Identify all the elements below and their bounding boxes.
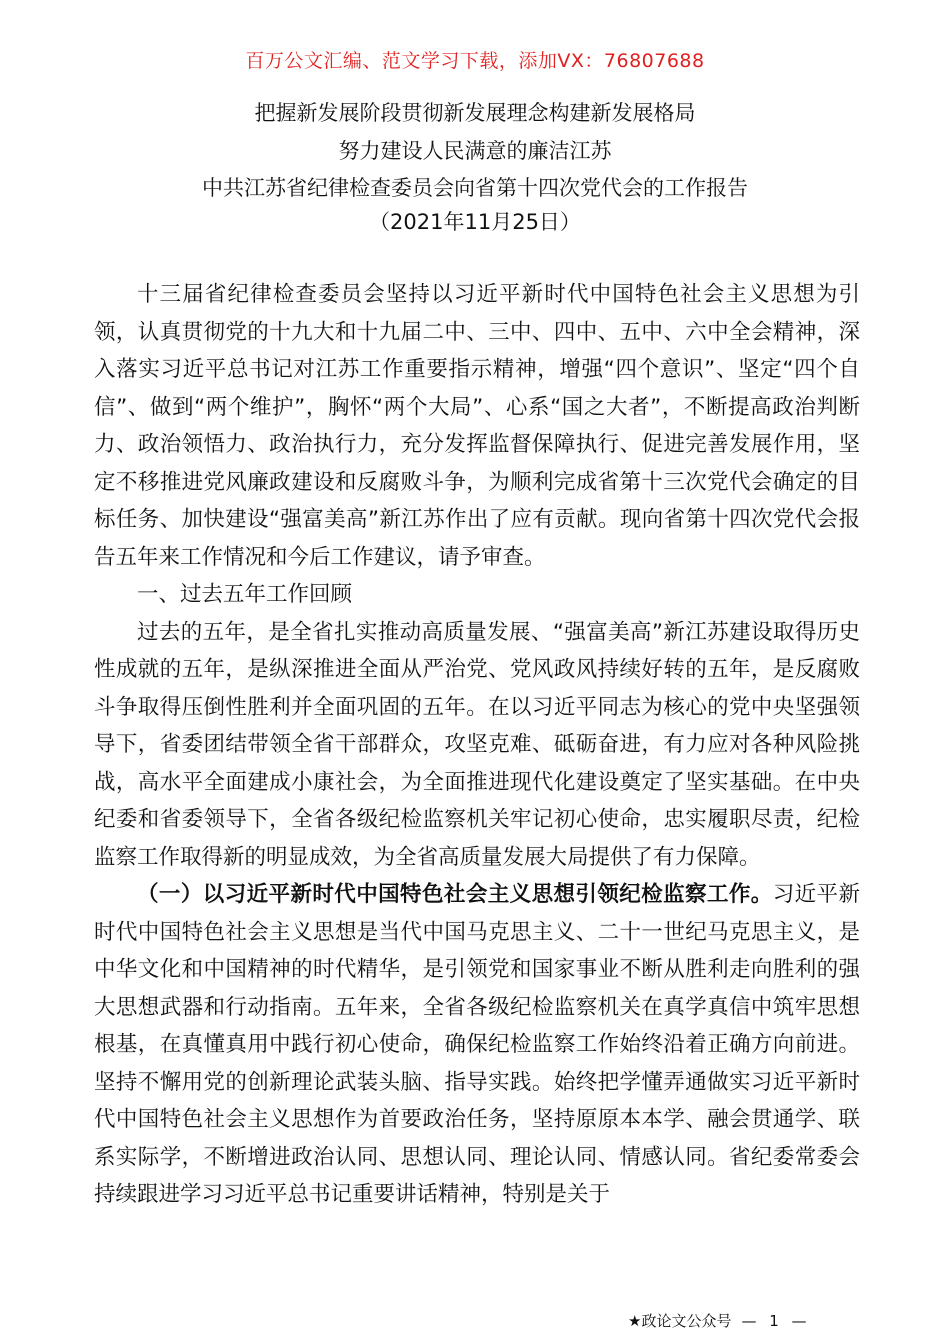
page-footer xyxy=(628,1310,811,1331)
subsection-heading-1: （一）以习近平新时代中国特色社会主义思想引领纪检监察工作。 xyxy=(137,882,773,907)
subsection-text-1: 习近平新时代中国特色社会主义思想是当代中国马克思主义、二十一世纪马克思主义，是中华文化和中国精神的时代精华，是引领党和国家事业不断从胜利走向胜利的强大思想武器和行动指南。五年来，全省各级纪检监察机关在真学真信中筑牢思想根基，在真懂真用中践行初心使命，确保纪检监察工作始终沿着正确方向前进。坚持不懈用党的创新理论武装头脑、指导实践。始终把学懂弄通做实习近平新时代中国特色社会主义思想作为首要政治任务，坚持原原本本学、融会贯通学、联系实际学，不断增进政治认同、思想认同、理论认同、情感认同。省纪委常委会持续跟进学习习近平总书记重要讲话精神，特别是关于 xyxy=(94,882,860,1207)
title-line-3: 中共江苏省纪律检查委员会向省第十四次党代会的工作报告 xyxy=(202,176,748,200)
paragraph-intro: 十三届省纪律检查委员会坚持以习近平新时代中国特色社会主义思想为引领，认真贯彻党的十九大和十九届二中、三中、四中、五中、六中全会精神，深入落实习近平总书记对江苏工作重要指示精神，增强“四个意识”、坚定“四个自信”、做到“两个维护”，胸怀“两个大局”、心系“国之大者”，不断提高政治判断力、政治领悟力、政治执行力，充分发挥监督保障执行、促进完善发展作用，坚定不移推进党风廉政建设和反腐败斗争，为顺利完成省第十三次党代会确定的目标任务、加快建设“强富美高”新江苏作出了应有贡献。现向省第十四次党代会报告五年来工作情况和今后工作建议，请予审查。 xyxy=(94,282,860,570)
page-number: — 1 — xyxy=(741,1312,811,1330)
paragraph-review: 过去的五年，是全省扎实推动高质量发展、“强富美高”新江苏建设取得历史性成就的五年，是纵深推进全面从严治党、党风政风持续好转的五年，是反腐败斗争取得压倒性胜利并全面巩固的五年。在以习近平同志为核心的党中央坚强领导下，省委团结带领全省干部群众，攻坚克难、砥砺奋进，有力应对各种风险挑战，高水平全面建成小康社会，为全面推进现代化建设奠定了坚实基础。在中央纪委和省委领导下，全省各级纪检监察机关牢记初心使命，忠实履职尽责，纪检监察工作取得新的明显成效，为全省高质量发展大局提供了有力保障。 xyxy=(94,619,860,870)
report-date: （2021年11月25日） xyxy=(369,210,581,234)
section-heading-1: 一、过去五年工作回顾 xyxy=(137,582,353,607)
title-line-1: 把握新发展阶段贯彻新发展理念构建新发展格局 xyxy=(254,101,696,125)
paragraph-subsection-1 xyxy=(94,876,860,1214)
report-body xyxy=(94,276,860,1214)
footer-source: ★政论文公众号 xyxy=(628,1312,732,1330)
title-line-2: 努力建设人民满意的廉洁江苏 xyxy=(338,139,612,163)
promo-banner: 百万公文汇编、范文学习下载，添加VX：76807688 xyxy=(245,50,705,72)
